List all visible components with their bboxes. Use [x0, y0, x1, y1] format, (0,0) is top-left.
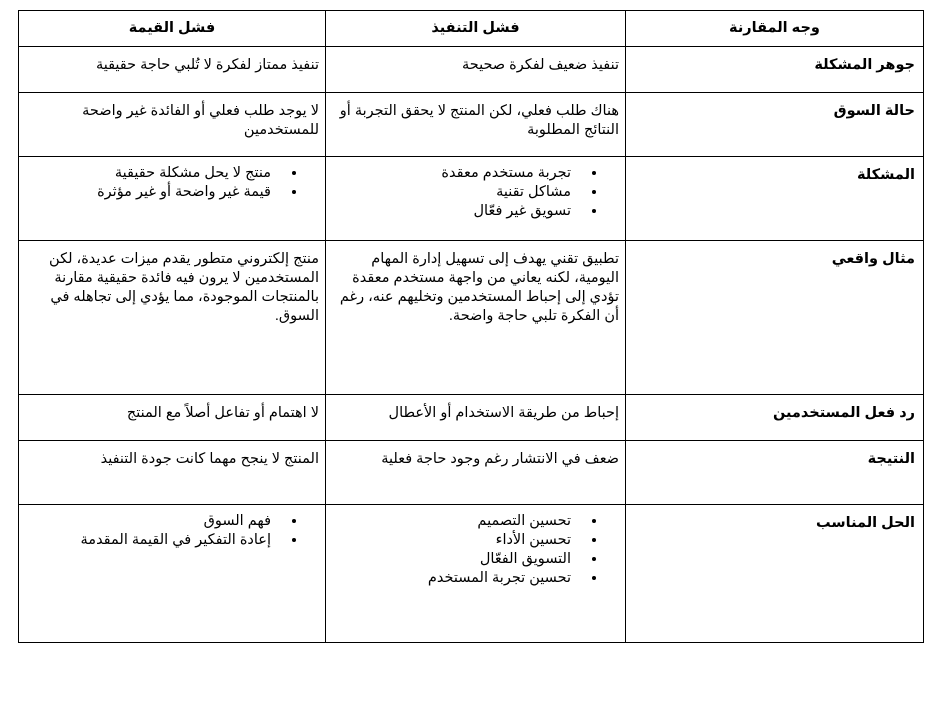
header-aspect: وجه المقارنة [626, 11, 924, 47]
row-label: حالة السوق [626, 93, 924, 157]
row-label: الحل المناسب [626, 505, 924, 643]
table-row [19, 395, 924, 441]
table-row [19, 157, 924, 241]
execution-cell: ضعف في الانتشار رغم وجود حاجة فعلية [326, 441, 626, 505]
list-item: • تحسين التصميم [332, 512, 581, 531]
row-label: مثال واقعي [626, 241, 924, 395]
list-item: • مشاكل تقنية [332, 183, 581, 202]
header-row [19, 11, 924, 47]
execution-cell: تطبيق تقني يهدف إلى تسهيل إدارة المهام اليومية، لكنه يعاني من واجهة مستخدم معقدة تؤدي إلى إحباط المستخدمين وتخليهم عنه، رغم أن الفكرة تلبي حاجة واضحة. [326, 241, 626, 395]
execution-cell [326, 157, 626, 241]
value-cell: تنفيذ ممتاز لفكرة لا تُلبي حاجة حقيقية [19, 47, 326, 93]
list-item: • فهم السوق [25, 512, 281, 531]
bullet-list [25, 157, 319, 202]
value-cell: لا يوجد طلب فعلي أو الفائدة غير واضحة للمستخدمين [19, 93, 326, 157]
row-label: رد فعل المستخدمين [626, 395, 924, 441]
value-cell [19, 505, 326, 643]
execution-cell: تنفيذ ضعيف لفكرة صحيحة [326, 47, 626, 93]
table-row [19, 241, 924, 395]
bullet-list [332, 505, 619, 588]
value-cell: منتج إلكتروني متطور يقدم ميزات عديدة، لكن المستخدمين لا يرون فيه فائدة حقيقية مقارنة بالمنتجات الموجودة، مما يؤدي إلى تجاهله في السوق. [19, 241, 326, 395]
list-item: • قيمة غير واضحة أو غير مؤثرة [25, 183, 281, 202]
bullet-list [332, 157, 619, 221]
execution-cell [326, 505, 626, 643]
table-row [19, 441, 924, 505]
row-label: جوهر المشكلة [626, 47, 924, 93]
comparison-table [18, 10, 924, 643]
table-row [19, 93, 924, 157]
list-item: • تجربة مستخدم معقدة [332, 164, 581, 183]
table-row [19, 505, 924, 643]
list-item: • منتج لا يحل مشكلة حقيقية [25, 164, 281, 183]
value-cell: لا اهتمام أو تفاعل أصلاً مع المنتج [19, 395, 326, 441]
table-row [19, 47, 924, 93]
header-execution-failure: فشل التنفيذ [326, 11, 626, 47]
bullet-list [25, 505, 319, 550]
value-cell: المنتج لا ينجح مهما كانت جودة التنفيذ [19, 441, 326, 505]
list-item: • تحسين تجربة المستخدم [332, 569, 581, 588]
execution-cell: إحباط من طريقة الاستخدام أو الأعطال [326, 395, 626, 441]
list-item: • التسويق الفعّال [332, 550, 581, 569]
list-item: • تحسين الأداء [332, 531, 581, 550]
value-cell [19, 157, 326, 241]
row-label: النتيجة [626, 441, 924, 505]
list-item: • إعادة التفكير في القيمة المقدمة [25, 531, 281, 550]
row-label: المشكلة [626, 157, 924, 241]
execution-cell: هناك طلب فعلي، لكن المنتج لا يحقق التجربة أو النتائج المطلوبة [326, 93, 626, 157]
list-item: • تسويق غير فعّال [332, 202, 581, 221]
header-value-failure: فشل القيمة [19, 11, 326, 47]
